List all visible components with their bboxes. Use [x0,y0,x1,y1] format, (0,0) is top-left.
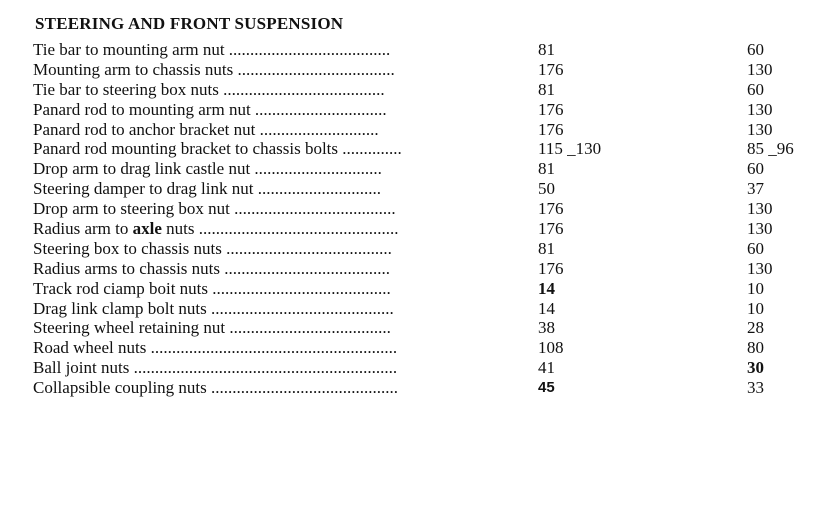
value-lbf: 28 [747,318,764,338]
value-nm: 176 [538,219,564,239]
value-lbf: 60 [747,79,764,99]
value-lbf: 60 [747,40,764,59]
table-row [0,279,828,299]
row-description: Panard rod mounting bracket to chassis bolts .............. [33,139,402,159]
value-nm: 115 _130 [538,139,602,159]
value-nm: 14 [538,298,555,318]
value-lbf: 10 [747,298,764,318]
table-row [0,40,828,60]
value-nm: 14 [538,278,555,298]
table-row [0,100,828,120]
row-description: Radius arms to chassis nuts ....................................... [33,258,390,278]
row-description: Road wheel nuts .......................................................... [33,338,398,358]
row-description [33,219,399,239]
value-nm: 81 [538,79,555,99]
value-nm: 38 [538,318,555,338]
table-row [0,159,828,179]
value-nm: 41 [538,358,555,378]
value-nm: 108 [538,338,564,358]
row-description: Drop arm to steering box nut ...................................... [33,199,396,219]
torque-table [0,40,828,398]
row-description-bold: axle [132,219,162,239]
value-lbf: 80 [747,338,764,358]
row-description: Panard rod to mounting arm nut ............................... [33,99,387,119]
value-nm: 45 [538,379,555,397]
value-nm: 81 [538,159,555,179]
row-description: Tie bar to steering box nuts ...................................... [33,79,385,99]
row-description: Steering damper to drag link nut ............................. [33,179,381,199]
row-description: Collapsible coupling nuts ............................................ [33,378,399,398]
value-lbf: 130 [747,199,773,219]
value-nm: 50 [538,179,555,199]
table-row [0,60,828,80]
value-nm: 176 [538,258,564,278]
row-description: Steering box to chassis nuts ....................................... [33,238,392,258]
row-description: Ball joint nuts .............................................................. [33,358,398,378]
table-row [0,338,828,358]
value-lbf: 130 [747,219,773,239]
value-lbf: 37 [747,179,764,199]
table-row [0,80,828,100]
value-lbf: 60 [747,238,764,258]
value-lbf: 130 [747,59,773,79]
table-row [0,239,828,259]
value-nm: 81 [538,238,555,258]
value-lbf: 130 [747,99,773,119]
value-lbf: 85 _96 [747,139,794,159]
table-row [0,358,828,378]
table-row [0,378,828,398]
section-heading: STEERING AND FRONT SUSPENSION [35,14,344,33]
value-lbf: 130 [747,119,773,139]
value-lbf: 130 [747,258,773,278]
value-lbf: 10 [747,278,764,298]
value-nm: 81 [538,40,555,59]
table-row [0,139,828,159]
row-description: Drag link clamp bolt nuts ........................................... [33,298,394,318]
row-description: Tie bar to mounting arm nut ...................................... [33,40,391,59]
row-description: Track rod ciamp boit nuts .......................................... [33,278,391,298]
value-nm: 176 [538,199,564,219]
table-row [0,120,828,140]
value-nm: 176 [538,99,564,119]
row-description: Panard rod to anchor bracket nut ............................ [33,119,379,139]
table-row [0,259,828,279]
table-row [0,219,828,239]
table-row [0,199,828,219]
row-description-start: Radius arm to [33,219,133,239]
row-description: Steering wheel retaining nut ...................................... [33,318,391,338]
value-lbf: 30 [747,358,764,378]
row-description: Mounting arm to chassis nuts ..................................... [33,59,395,79]
table-row [0,179,828,199]
value-lbf: 60 [747,159,764,179]
value-nm: 176 [538,59,564,79]
value-lbf: 33 [747,378,764,398]
value-nm: 176 [538,119,564,139]
table-row [0,299,828,319]
table-row [0,318,828,338]
row-description-end: nuts ............................................... [161,219,399,239]
row-description: Drop arm to drag link castle nut .............................. [33,159,382,179]
